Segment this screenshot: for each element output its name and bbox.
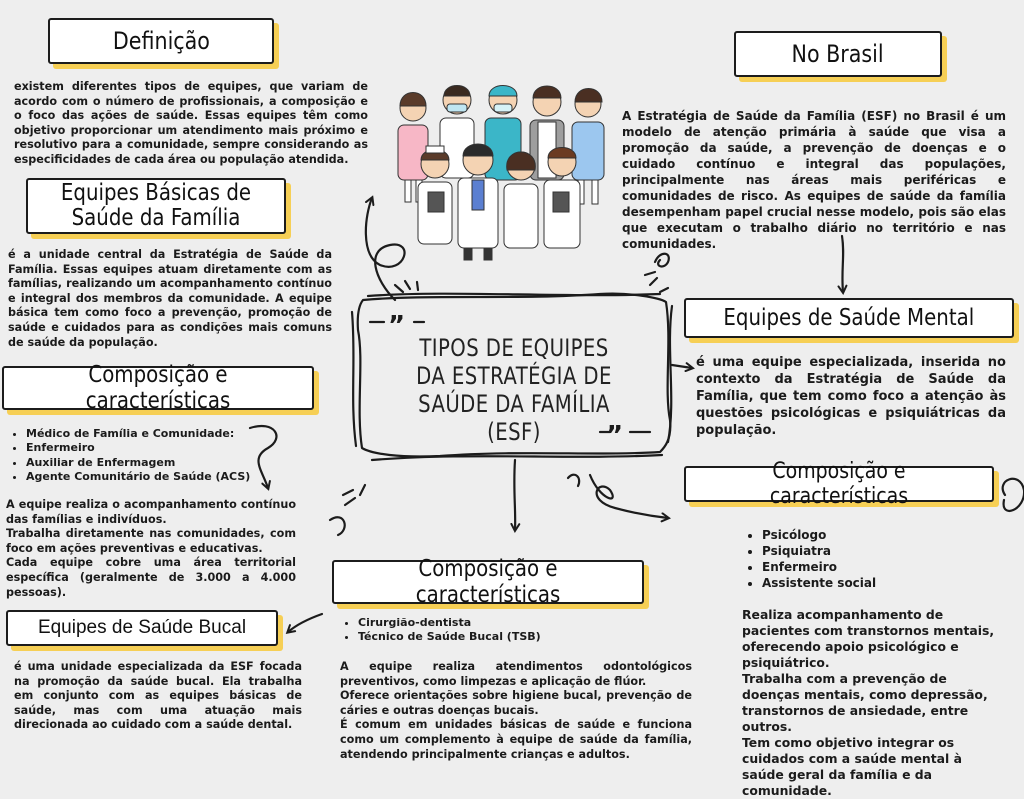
paragraph: Oferece orientações sobre higiene bucal, prevenção de cáries e outras doenças bucais. [340,689,692,717]
bucal-list [342,616,658,645]
list-item: • Agente Comunitário de Saúde (ACS) [26,470,326,484]
list-item: • Enfermeiro [26,441,326,455]
basicas-comp-title: Composição e características [85,362,231,414]
center-title-text: TIPOS DE EQUIPES DA ESTRATÉGIA DE SAÚDE DA FAMÍLIA (ESF) [416,334,612,446]
list-item: • Assistente social [762,575,1002,591]
brasil-label [734,31,942,77]
list-item: • Enfermeiro [762,559,1002,575]
bucal-text: é uma unidade especializada da ESF focada na promoção da saúde bucal. Ela trabalha em conjunto com as equipes básicas de saúde, mas com uma atuação mais direcionada ao cuidado com a saúde dental. [14,660,302,732]
basicas-list [10,427,326,485]
brasil-text: A Estratégia de Saúde da Família (ESF) no Brasil é um modelo de atenção primária à saúde que visa a promoção da saúde, a prevenção de doenças e o cuidado contínuo e integral das populações, principalmente nas áreas mais periféricas e comunidades de risco. As equipes de saúde da família desempenham papel crucial nesse modelo, pois são elas que executam o trabalho diário no território e nas comunidades. [622,109,1006,251]
paragraph: A equipe realiza atendimentos odontológicos preventivos, como limpezas e aplicação de flúor. [340,660,692,688]
medic-figure [544,148,580,249]
paragraph: A equipe realiza o acompanhamento contínuo das famílias e indivíduos. [6,498,296,526]
paragraph: Cada equipe cobre uma área territorial específica (geralmente de 3.000 a 4.000 pessoas). [6,556,296,599]
list-item: • Médico de Família e Comunidade: [26,427,326,441]
mental-text: é uma equipe especializada, inserida no contexto da Estratégia de Saúde da Família, que tem como foco a atenção às questões psicológicas e psiquiátricas da população. [696,355,1006,438]
brasil-title: No Brasil [791,40,885,68]
basicas-label [26,178,286,234]
list-item: • Cirurgião-dentista [358,616,658,630]
list-item: • Psiquiatra [762,543,1002,559]
mental-paragraphs [742,607,1004,799]
svg-text:”: ” [606,421,624,451]
mental-comp-label [684,459,994,509]
paragraph: Realiza acompanhamento de pacientes com transtornos mentais, oferecendo apoio psicológico e psiquiátrico. [742,607,995,670]
svg-text:”: ” [388,311,406,341]
paragraph: Trabalha diretamente nas comunidades, com foco em ações preventivas e educativas. [6,527,296,555]
paragraph: É comum em unidades básicas de saúde e funciona como um complemento à equipe de saúde da família, atendendo principalmente crianças e adultos. [340,718,692,761]
bucal-paragraphs [340,660,692,762]
bucal-title: Equipes de Saúde Bucal [37,617,247,638]
bucal-label [6,610,278,646]
mental-list [742,527,1002,591]
pharmacist-figure [504,152,538,248]
definicao-title: Definição [112,27,210,55]
nurse-white-figure [418,146,452,244]
bucal-comp-label [332,556,644,608]
mental-title: Equipes de Saúde Mental [723,305,975,331]
mental-comp-title: Composição e características [769,459,909,509]
list-item: • Psicólogo [762,527,1002,543]
basicas-text: é a unidade central da Estratégia de Saúde da Família. Essas equipes atuam diretamente com as famílias, realizando um acompanhamento contínuo e integral dos membros da comunidade. A equipe básica tem como foco a prevenção, promoção de saúde e cuidados para as condições mais comuns de saúde da população. [8,248,332,349]
doctor-figure [458,144,498,260]
paragraph: Trabalha com a prevenção de doenças mentais, como depressão, transtornos de ansiedade, entre outros. [742,671,988,734]
definicao-text: existem diferentes tipos de equipes, que variam de acordo com o número de profissionais, a composição e o foco das ações de saúde. Essas equipes têm como objetivo proporcionar um atendimento mais próximo e resolutivo para a comunidade, sempre considerando as especificidades de cada área ou população atendida. [14,80,368,166]
basicas-paragraphs [6,498,296,600]
list-item: • Técnico de Saúde Bucal (TSB) [358,630,658,644]
basicas-title: Equipes Básicas de Saúde da Família [60,180,252,231]
bucal-comp-title: Composição e características [415,556,561,608]
basicas-comp-label [2,362,314,414]
list-item: • Auxiliar de Enfermagem [26,456,326,470]
paragraph: Tem como objetivo integrar os cuidados com a saúde mental à saúde geral da família e da comunidade. [742,735,962,798]
mental-label [684,298,1014,338]
